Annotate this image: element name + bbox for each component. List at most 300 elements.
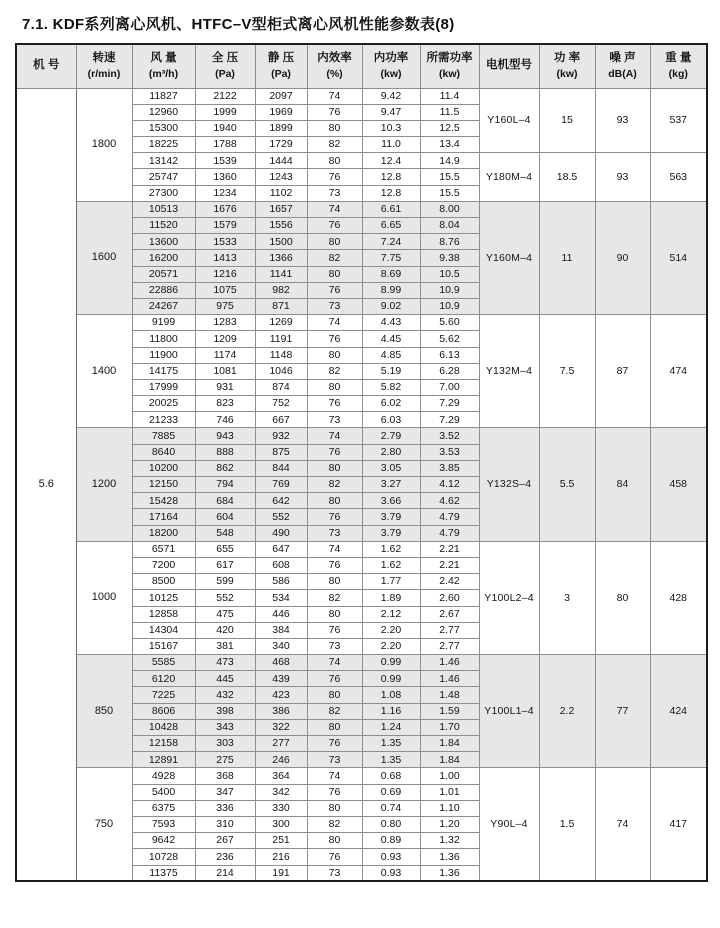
cell-internal-power: 11.0 (362, 137, 420, 153)
cell-total-pressure: 1533 (195, 234, 255, 250)
cell-total-pressure: 823 (195, 396, 255, 412)
cell-efficiency: 76 (307, 849, 362, 865)
cell-motor-model: Y90L–4 (479, 768, 539, 881)
cell-required-power: 1.84 (420, 736, 479, 752)
cell-efficiency: 80 (307, 153, 362, 169)
header-row (16, 44, 707, 88)
cell-air-volume: 10200 (132, 460, 195, 476)
header-unit: (kw) (380, 67, 402, 80)
cell-required-power: 1.36 (420, 865, 479, 881)
cell-total-pressure: 1360 (195, 169, 255, 185)
cell-internal-power: 3.79 (362, 509, 420, 525)
cell-air-volume: 17999 (132, 379, 195, 395)
cell-required-power: 15.5 (420, 185, 479, 201)
cell-internal-power: 6.03 (362, 412, 420, 428)
cell-total-pressure: 398 (195, 703, 255, 719)
cell-speed: 750 (76, 768, 132, 881)
table-row (16, 315, 707, 331)
cell-required-power: 1.00 (420, 768, 479, 784)
cell-static-pressure: 1141 (255, 266, 307, 282)
cell-motor-model: Y180M–4 (479, 153, 539, 202)
cell-total-pressure: 599 (195, 574, 255, 590)
cell-motor-model: Y160M–4 (479, 201, 539, 314)
cell-total-pressure: 1081 (195, 363, 255, 379)
cell-efficiency: 82 (307, 363, 362, 379)
page-title: 7.1. KDF系列离心风机、HTFC–V型柜式离心风机性能参数表(8) (22, 16, 455, 33)
cell-efficiency: 80 (307, 379, 362, 395)
cell-internal-power: 3.27 (362, 477, 420, 493)
cell-efficiency: 80 (307, 606, 362, 622)
cell-total-pressure: 2122 (195, 88, 255, 104)
cell-total-pressure: 267 (195, 833, 255, 849)
cell-required-power: 8.04 (420, 218, 479, 234)
cell-air-volume: 11900 (132, 347, 195, 363)
cell-internal-power: 1.08 (362, 687, 420, 703)
cell-static-pressure: 552 (255, 509, 307, 525)
cell-air-volume: 10428 (132, 719, 195, 735)
cell-noise: 87 (595, 315, 650, 428)
cell-static-pressure: 251 (255, 833, 307, 849)
cell-total-pressure: 1539 (195, 153, 255, 169)
cell-speed: 1800 (76, 88, 132, 201)
cell-air-volume: 25747 (132, 169, 195, 185)
cell-air-volume: 12960 (132, 104, 195, 120)
cell-internal-power: 12.8 (362, 169, 420, 185)
cell-internal-power: 1.62 (362, 557, 420, 573)
cell-static-pressure: 769 (255, 477, 307, 493)
cell-required-power: 2.77 (420, 638, 479, 654)
cell-air-volume: 14175 (132, 363, 195, 379)
cell-motor-power: 1.5 (539, 768, 595, 881)
cell-motor-power: 18.5 (539, 153, 595, 202)
cell-internal-power: 9.47 (362, 104, 420, 120)
cell-efficiency: 74 (307, 88, 362, 104)
cell-internal-power: 2.20 (362, 622, 420, 638)
header-label: 噪 声 (609, 52, 636, 65)
cell-static-pressure: 277 (255, 736, 307, 752)
cell-efficiency: 80 (307, 120, 362, 136)
cell-required-power: 13.4 (420, 137, 479, 153)
cell-total-pressure: 347 (195, 784, 255, 800)
cell-air-volume: 14304 (132, 622, 195, 638)
cell-air-volume: 5400 (132, 784, 195, 800)
cell-weight: 417 (650, 768, 707, 881)
cell-efficiency: 80 (307, 234, 362, 250)
cell-internal-power: 6.65 (362, 218, 420, 234)
cell-total-pressure: 432 (195, 687, 255, 703)
cell-static-pressure: 216 (255, 849, 307, 865)
cell-total-pressure: 888 (195, 444, 255, 460)
cell-static-pressure: 1243 (255, 169, 307, 185)
cell-required-power: 5.60 (420, 315, 479, 331)
cell-weight: 537 (650, 88, 707, 153)
cell-total-pressure: 1216 (195, 266, 255, 282)
cell-internal-power: 0.69 (362, 784, 420, 800)
cell-efficiency: 80 (307, 719, 362, 735)
cell-internal-power: 3.05 (362, 460, 420, 476)
cell-required-power: 10.9 (420, 298, 479, 314)
cell-motor-model: Y132M–4 (479, 315, 539, 428)
cell-static-pressure: 1102 (255, 185, 307, 201)
cell-efficiency: 73 (307, 185, 362, 201)
cell-static-pressure: 608 (255, 557, 307, 573)
cell-air-volume: 13142 (132, 153, 195, 169)
cell-efficiency: 73 (307, 638, 362, 654)
cell-total-pressure: 931 (195, 379, 255, 395)
cell-noise: 93 (595, 88, 650, 153)
header-label: 电机型号 (486, 59, 532, 72)
cell-air-volume: 11375 (132, 865, 195, 881)
cell-motor-model: Y100L2–4 (479, 541, 539, 654)
header-label: 所需功率 (426, 52, 473, 65)
cell-required-power: 4.62 (420, 493, 479, 509)
cell-required-power: 4.79 (420, 525, 479, 541)
cell-internal-power: 9.42 (362, 88, 420, 104)
cell-total-pressure: 473 (195, 655, 255, 671)
cell-internal-power: 4.43 (362, 315, 420, 331)
table-row (16, 768, 707, 784)
cell-required-power: 10.5 (420, 266, 479, 282)
cell-motor-power: 2.2 (539, 655, 595, 768)
cell-internal-power: 7.24 (362, 234, 420, 250)
cell-static-pressure: 364 (255, 768, 307, 784)
cell-internal-power: 8.69 (362, 266, 420, 282)
cell-efficiency: 74 (307, 768, 362, 784)
cell-motor-power: 5.5 (539, 428, 595, 541)
cell-static-pressure: 1366 (255, 250, 307, 266)
cell-internal-power: 1.77 (362, 574, 420, 590)
cell-static-pressure: 191 (255, 865, 307, 881)
cell-motor-model: Y160L–4 (479, 88, 539, 153)
cell-static-pressure: 423 (255, 687, 307, 703)
header-unit: dB(A) (608, 67, 637, 80)
cell-air-volume: 18225 (132, 137, 195, 153)
cell-motor-power: 7.5 (539, 315, 595, 428)
cell-static-pressure: 586 (255, 574, 307, 590)
header-static-pressure (255, 44, 307, 88)
cell-internal-power: 0.74 (362, 800, 420, 816)
cell-total-pressure: 1999 (195, 104, 255, 120)
cell-required-power: 1.10 (420, 800, 479, 816)
cell-efficiency: 76 (307, 671, 362, 687)
cell-air-volume: 8606 (132, 703, 195, 719)
cell-required-power: 8.00 (420, 201, 479, 217)
cell-required-power: 11.4 (420, 88, 479, 104)
cell-efficiency: 80 (307, 833, 362, 849)
cell-required-power: 8.76 (420, 234, 479, 250)
cell-static-pressure: 1556 (255, 218, 307, 234)
header-total-pressure (195, 44, 255, 88)
table-row (16, 655, 707, 671)
cell-internal-power: 0.93 (362, 849, 420, 865)
cell-speed: 1000 (76, 541, 132, 654)
cell-internal-power: 3.79 (362, 525, 420, 541)
cell-internal-power: 1.24 (362, 719, 420, 735)
cell-air-volume: 13600 (132, 234, 195, 250)
cell-required-power: 2.60 (420, 590, 479, 606)
cell-weight: 563 (650, 153, 707, 202)
header-label: 转速 (92, 52, 116, 65)
cell-total-pressure: 1940 (195, 120, 255, 136)
cell-internal-power: 0.99 (362, 655, 420, 671)
cell-motor-model: Y132S–4 (479, 428, 539, 541)
table-container (15, 43, 720, 882)
cell-noise: 93 (595, 153, 650, 202)
header-speed (76, 44, 132, 88)
cell-required-power: 5.62 (420, 331, 479, 347)
cell-static-pressure: 386 (255, 703, 307, 719)
header-efficiency (307, 44, 362, 88)
cell-noise: 77 (595, 655, 650, 768)
cell-static-pressure: 1046 (255, 363, 307, 379)
header-unit: (%) (326, 67, 343, 80)
cell-internal-power: 7.75 (362, 250, 420, 266)
cell-efficiency: 73 (307, 752, 362, 768)
cell-static-pressure: 300 (255, 816, 307, 832)
cell-efficiency: 76 (307, 331, 362, 347)
cell-efficiency: 80 (307, 574, 362, 590)
cell-air-volume: 12858 (132, 606, 195, 622)
header-unit: (kw) (556, 67, 578, 80)
cell-efficiency: 74 (307, 428, 362, 444)
cell-air-volume: 9642 (132, 833, 195, 849)
cell-efficiency: 73 (307, 525, 362, 541)
cell-efficiency: 73 (307, 412, 362, 428)
cell-internal-power: 0.68 (362, 768, 420, 784)
cell-efficiency: 76 (307, 282, 362, 298)
cell-static-pressure: 342 (255, 784, 307, 800)
cell-air-volume: 7593 (132, 816, 195, 832)
cell-required-power: 4.79 (420, 509, 479, 525)
cell-required-power: 1.46 (420, 655, 479, 671)
cell-air-volume: 5585 (132, 655, 195, 671)
cell-efficiency: 76 (307, 509, 362, 525)
cell-total-pressure: 214 (195, 865, 255, 881)
cell-efficiency: 80 (307, 460, 362, 476)
table-header (16, 44, 707, 88)
cell-total-pressure: 1283 (195, 315, 255, 331)
cell-static-pressure: 752 (255, 396, 307, 412)
header-noise (595, 44, 650, 88)
cell-speed: 1200 (76, 428, 132, 541)
cell-noise: 84 (595, 428, 650, 541)
header-unit: (kw) (439, 67, 460, 80)
cell-air-volume: 6120 (132, 671, 195, 687)
cell-static-pressure: 446 (255, 606, 307, 622)
cell-total-pressure: 381 (195, 638, 255, 654)
cell-static-pressure: 1899 (255, 120, 307, 136)
cell-efficiency: 80 (307, 347, 362, 363)
header-label: 静 压 (267, 52, 295, 65)
cell-internal-power: 2.12 (362, 606, 420, 622)
cell-required-power: 3.53 (420, 444, 479, 460)
header-label: 内功率 (373, 52, 409, 65)
cell-air-volume: 22886 (132, 282, 195, 298)
cell-efficiency: 80 (307, 266, 362, 282)
cell-total-pressure: 343 (195, 719, 255, 735)
cell-air-volume: 21233 (132, 412, 195, 428)
table-row (16, 541, 707, 557)
cell-required-power: 1.70 (420, 719, 479, 735)
cell-internal-power: 1.62 (362, 541, 420, 557)
cell-total-pressure: 1174 (195, 347, 255, 363)
cell-total-pressure: 1788 (195, 137, 255, 153)
cell-internal-power: 1.35 (362, 736, 420, 752)
cell-air-volume: 8640 (132, 444, 195, 460)
cell-static-pressure: 1657 (255, 201, 307, 217)
cell-total-pressure: 1579 (195, 218, 255, 234)
cell-internal-power: 0.89 (362, 833, 420, 849)
header-machine-no (16, 44, 76, 88)
cell-total-pressure: 420 (195, 622, 255, 638)
cell-total-pressure: 975 (195, 298, 255, 314)
cell-total-pressure: 746 (195, 412, 255, 428)
cell-required-power: 1.84 (420, 752, 479, 768)
header-label: 风 量 (150, 52, 177, 65)
cell-air-volume: 7885 (132, 428, 195, 444)
cell-efficiency: 76 (307, 396, 362, 412)
cell-required-power: 6.13 (420, 347, 479, 363)
cell-air-volume: 4928 (132, 768, 195, 784)
cell-static-pressure: 647 (255, 541, 307, 557)
cell-air-volume: 17164 (132, 509, 195, 525)
cell-required-power: 11.5 (420, 104, 479, 120)
cell-air-volume: 11520 (132, 218, 195, 234)
header-motor-model (479, 44, 539, 88)
cell-air-volume: 7200 (132, 557, 195, 573)
cell-speed: 1400 (76, 315, 132, 428)
cell-air-volume: 24267 (132, 298, 195, 314)
table-row (16, 88, 707, 104)
cell-air-volume: 15300 (132, 120, 195, 136)
cell-motor-power: 15 (539, 88, 595, 153)
cell-required-power: 14.9 (420, 153, 479, 169)
cell-static-pressure: 1729 (255, 137, 307, 153)
cell-internal-power: 0.80 (362, 816, 420, 832)
cell-required-power: 6.28 (420, 363, 479, 379)
cell-static-pressure: 1191 (255, 331, 307, 347)
cell-required-power: 1.20 (420, 816, 479, 832)
cell-speed: 1600 (76, 201, 132, 314)
cell-static-pressure: 875 (255, 444, 307, 460)
cell-motor-power: 3 (539, 541, 595, 654)
cell-required-power: 3.85 (420, 460, 479, 476)
cell-weight: 514 (650, 201, 707, 314)
cell-required-power: 2.67 (420, 606, 479, 622)
cell-static-pressure: 246 (255, 752, 307, 768)
cell-required-power: 1.59 (420, 703, 479, 719)
cell-internal-power: 8.99 (362, 282, 420, 298)
cell-internal-power: 0.93 (362, 865, 420, 881)
cell-static-pressure: 2097 (255, 88, 307, 104)
cell-total-pressure: 604 (195, 509, 255, 525)
cell-efficiency: 76 (307, 622, 362, 638)
cell-total-pressure: 475 (195, 606, 255, 622)
cell-static-pressure: 384 (255, 622, 307, 638)
cell-static-pressure: 932 (255, 428, 307, 444)
cell-total-pressure: 1676 (195, 201, 255, 217)
cell-required-power: 2.42 (420, 574, 479, 590)
cell-internal-power: 1.16 (362, 703, 420, 719)
header-unit: (Pa) (271, 67, 291, 80)
cell-static-pressure: 322 (255, 719, 307, 735)
cell-internal-power: 5.82 (362, 379, 420, 395)
cell-air-volume: 8500 (132, 574, 195, 590)
cell-air-volume: 15167 (132, 638, 195, 654)
cell-static-pressure: 468 (255, 655, 307, 671)
header-label: 内效率 (317, 52, 352, 65)
cell-motor-model: Y100L1–4 (479, 655, 539, 768)
cell-air-volume: 18200 (132, 525, 195, 541)
cell-machine-no: 5.6 (16, 88, 76, 881)
cell-required-power: 1.48 (420, 687, 479, 703)
cell-air-volume: 20571 (132, 266, 195, 282)
cell-required-power: 1.36 (420, 849, 479, 865)
cell-internal-power: 2.20 (362, 638, 420, 654)
cell-air-volume: 9199 (132, 315, 195, 331)
cell-total-pressure: 236 (195, 849, 255, 865)
cell-efficiency: 82 (307, 250, 362, 266)
cell-internal-power: 6.02 (362, 396, 420, 412)
cell-internal-power: 4.85 (362, 347, 420, 363)
header-unit: (m³/h) (148, 67, 179, 80)
table-row (16, 201, 707, 217)
header-label: 全 压 (211, 52, 239, 65)
cell-total-pressure: 943 (195, 428, 255, 444)
cell-motor-power: 11 (539, 201, 595, 314)
cell-internal-power: 9.02 (362, 298, 420, 314)
cell-static-pressure: 1269 (255, 315, 307, 331)
cell-internal-power: 10.3 (362, 120, 420, 136)
cell-static-pressure: 874 (255, 379, 307, 395)
cell-required-power: 7.29 (420, 396, 479, 412)
cell-total-pressure: 794 (195, 477, 255, 493)
cell-efficiency: 76 (307, 736, 362, 752)
cell-total-pressure: 1209 (195, 331, 255, 347)
cell-total-pressure: 552 (195, 590, 255, 606)
cell-required-power: 3.52 (420, 428, 479, 444)
cell-total-pressure: 1075 (195, 282, 255, 298)
cell-total-pressure: 310 (195, 816, 255, 832)
cell-static-pressure: 844 (255, 460, 307, 476)
cell-efficiency: 82 (307, 703, 362, 719)
cell-total-pressure: 445 (195, 671, 255, 687)
cell-total-pressure: 303 (195, 736, 255, 752)
cell-internal-power: 12.8 (362, 185, 420, 201)
cell-noise: 74 (595, 768, 650, 881)
cell-required-power: 2.21 (420, 557, 479, 573)
cell-efficiency: 76 (307, 104, 362, 120)
cell-total-pressure: 1413 (195, 250, 255, 266)
cell-air-volume: 12891 (132, 752, 195, 768)
cell-required-power: 4.12 (420, 477, 479, 493)
cell-total-pressure: 275 (195, 752, 255, 768)
cell-required-power: 9.38 (420, 250, 479, 266)
cell-total-pressure: 684 (195, 493, 255, 509)
cell-total-pressure: 1234 (195, 185, 255, 201)
cell-air-volume: 10728 (132, 849, 195, 865)
cell-noise: 90 (595, 201, 650, 314)
cell-air-volume: 12150 (132, 477, 195, 493)
cell-efficiency: 82 (307, 477, 362, 493)
cell-efficiency: 76 (307, 218, 362, 234)
cell-internal-power: 2.79 (362, 428, 420, 444)
cell-static-pressure: 642 (255, 493, 307, 509)
cell-air-volume: 6375 (132, 800, 195, 816)
cell-internal-power: 4.45 (362, 331, 420, 347)
cell-air-volume: 11827 (132, 88, 195, 104)
cell-static-pressure: 1444 (255, 153, 307, 169)
